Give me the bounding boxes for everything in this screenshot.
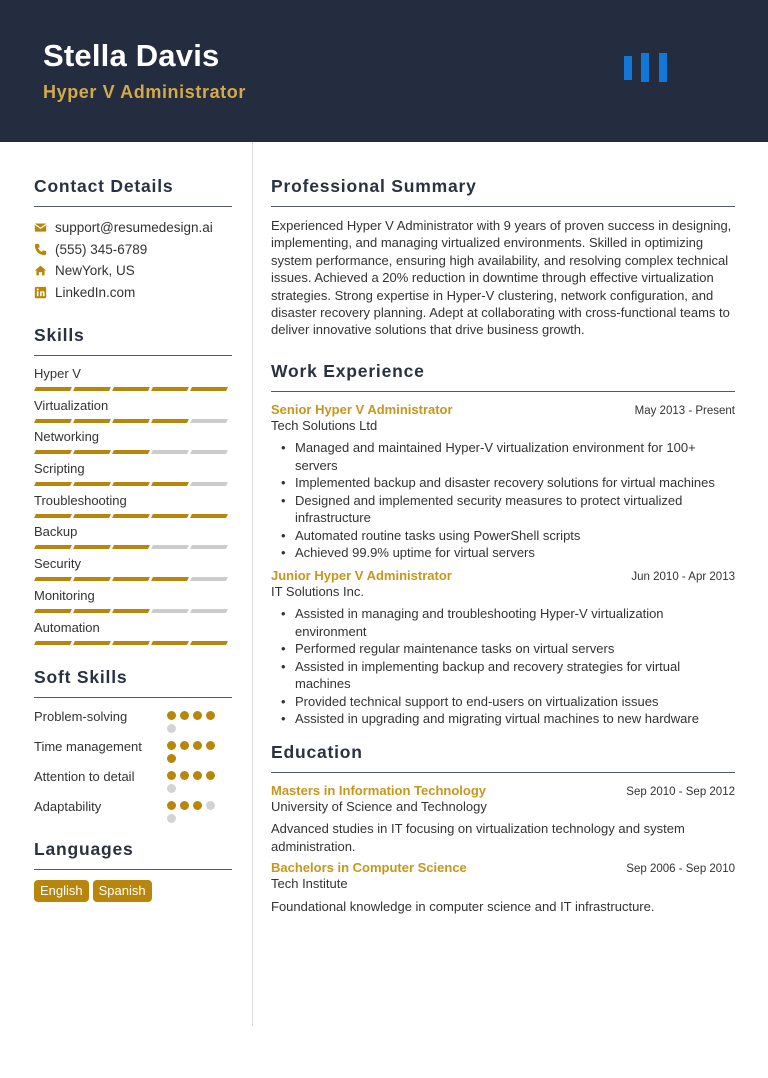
skill-level-segment xyxy=(190,641,228,645)
left-column xyxy=(34,142,232,902)
rating-dot-icon xyxy=(206,771,215,780)
skill-level-segment xyxy=(190,609,228,613)
summary-text: Experienced Hyper V Administrator with 9 years of proven success in designing, implementing, and managing virtualized environments. Skilled in optimizing system performance, ensuring high availability, and resolving complex technical issues. Achieved a 20% reduction in downtime through effective virtualization strategies. Strong expertise in Hyper-V clustering, network configuration, and disaster recovery planning. Adept at collaborating with cross-functional teams to deliver innovative solutions that drive business growth. xyxy=(271,218,732,338)
skill-level-segment xyxy=(34,387,72,391)
skill-level-segment xyxy=(151,514,189,518)
resume-header xyxy=(0,0,768,142)
skill-level-segment xyxy=(151,577,189,581)
language-badge: Spanish xyxy=(93,880,152,902)
bar-logo-icon xyxy=(624,53,668,83)
skill-level-segment xyxy=(73,577,111,581)
contact-email[interactable] xyxy=(34,217,232,239)
education-date: Sep 2006 - Sep 2010 xyxy=(626,863,735,876)
skill-label: Scripting xyxy=(34,461,85,477)
skill-level-segment xyxy=(112,609,150,613)
soft-skill-rating xyxy=(167,738,222,763)
job-bullet: • Designed and implemented security measures to protect virtualized infrastructure xyxy=(295,492,735,527)
soft-skill-rating xyxy=(167,708,222,733)
job-bullet: • Implemented backup and disaster recovery solutions for virtual machines xyxy=(295,474,735,492)
candidate-title: Hyper V Administrator xyxy=(43,82,246,102)
education-description: Foundational knowledge in computer science and IT infrastructure. xyxy=(271,898,655,914)
skill-level-segment xyxy=(112,450,150,454)
skill-item xyxy=(34,493,232,525)
section-heading: Contact Details xyxy=(34,176,232,207)
skill-level-segment xyxy=(151,545,189,549)
home-icon xyxy=(34,264,47,277)
rating-dot-icon xyxy=(206,741,215,750)
education-date: Sep 2010 - Sep 2012 xyxy=(626,785,735,798)
skill-level-segment xyxy=(190,514,228,518)
skill-level-segment xyxy=(112,514,150,518)
soft-skill-item xyxy=(34,738,232,763)
skill-level-bars xyxy=(35,514,232,518)
skill-level-segment xyxy=(112,545,150,549)
skills-list xyxy=(34,366,232,651)
section-heading: Soft Skills xyxy=(34,667,232,698)
skill-level-bars xyxy=(35,545,232,549)
job-bullet: • Provided technical support to end-users on virtualization issues xyxy=(295,693,735,711)
rating-dot-icon xyxy=(193,741,202,750)
contact-text: LinkedIn.com xyxy=(55,284,136,300)
skill-label: Troubleshooting xyxy=(34,492,127,508)
education-entry xyxy=(271,860,735,915)
skill-level-bars xyxy=(35,419,232,423)
section-heading: Skills xyxy=(34,325,232,356)
section-heading: Professional Summary xyxy=(271,176,735,207)
rating-dot-icon xyxy=(206,801,215,810)
skill-level-segment xyxy=(112,387,150,391)
job-bullet: • Achieved 99.9% uptime for virtual servers xyxy=(295,544,735,562)
skill-level-bars xyxy=(35,577,232,581)
rating-dot-icon xyxy=(193,801,202,810)
language-badge: English xyxy=(34,880,89,902)
skill-item xyxy=(34,461,232,493)
skill-level-bars xyxy=(35,450,232,454)
skill-level-segment xyxy=(34,577,72,581)
skill-level-segment xyxy=(73,514,111,518)
skill-level-segment xyxy=(112,641,150,645)
language-badges xyxy=(34,880,232,902)
soft-skill-label: Time management xyxy=(34,739,142,755)
skill-level-segment xyxy=(151,419,189,423)
degree-title: Bachelors in Computer Science xyxy=(271,860,467,876)
rating-dot-icon xyxy=(167,784,176,793)
contact-section xyxy=(34,176,232,303)
job-company: IT Solutions Inc. xyxy=(271,583,364,599)
rating-dot-icon xyxy=(167,814,176,823)
skill-level-segment xyxy=(190,577,228,581)
skill-level-segment xyxy=(151,387,189,391)
skill-level-segment xyxy=(190,419,228,423)
summary-section xyxy=(271,176,735,339)
rating-dot-icon xyxy=(180,711,189,720)
rating-dot-icon xyxy=(206,711,215,720)
rating-dot-icon xyxy=(167,741,176,750)
skill-label: Networking xyxy=(34,429,100,445)
degree-title: Masters in Information Technology xyxy=(271,782,487,798)
soft-skill-label: Adaptability xyxy=(34,799,102,815)
job-bullet: • Performed regular maintenance tasks on virtual servers xyxy=(295,640,735,658)
job-bullets xyxy=(295,605,735,728)
soft-skill-item xyxy=(34,798,232,823)
contact-phone[interactable] xyxy=(34,239,232,261)
skill-level-segment xyxy=(112,482,150,486)
soft-skill-rating xyxy=(167,798,222,823)
column-divider xyxy=(252,142,253,1026)
skill-item xyxy=(34,620,232,652)
skill-level-segment xyxy=(112,577,150,581)
job-entry xyxy=(271,402,735,562)
education-description: Advanced studies in IT focusing on virtualization technology and system administration. xyxy=(271,821,685,854)
skill-level-segment xyxy=(73,387,111,391)
skill-label: Hyper V xyxy=(34,366,81,381)
skill-level-segment xyxy=(112,419,150,423)
job-date: May 2013 - Present xyxy=(634,404,735,417)
skill-label: Security xyxy=(34,556,81,572)
work-section xyxy=(271,361,735,728)
skill-label: Virtualization xyxy=(34,397,109,413)
skill-level-segment xyxy=(190,387,228,391)
school-name: University of Science and Technology xyxy=(271,798,487,814)
candidate-name: Stella Davis xyxy=(43,38,220,73)
skill-item xyxy=(34,429,232,461)
job-title: Junior Hyper V Administrator xyxy=(271,567,452,583)
job-bullet: • Assisted in managing and troubleshooting Hyper-V virtualization environment xyxy=(295,605,735,640)
skill-item xyxy=(34,524,232,556)
soft-skill-label: Problem-solving xyxy=(34,709,128,725)
job-entry xyxy=(271,568,735,728)
soft-skill-label: Attention to detail xyxy=(34,769,135,785)
rating-dot-icon xyxy=(193,711,202,720)
skill-label: Automation xyxy=(34,619,100,635)
skill-level-segment xyxy=(34,514,72,518)
job-bullet: • Managed and maintained Hyper-V virtualization environment for 100+ servers xyxy=(295,439,735,474)
skill-level-segment xyxy=(73,641,111,645)
job-company: Tech Solutions Ltd xyxy=(271,417,378,433)
section-heading: Languages xyxy=(34,839,232,870)
skill-level-segment xyxy=(73,482,111,486)
skill-level-segment xyxy=(34,545,72,549)
section-heading: Work Experience xyxy=(271,361,735,392)
skill-item xyxy=(34,366,232,398)
contact-text: support@resumedesign.ai xyxy=(55,220,213,236)
skill-level-segment xyxy=(151,641,189,645)
skill-level-segment xyxy=(190,545,228,549)
skill-level-segment xyxy=(190,482,228,486)
skill-level-segment xyxy=(73,609,111,613)
rating-dot-icon xyxy=(167,724,176,733)
envelope-icon xyxy=(34,221,47,234)
job-date: Jun 2010 - Apr 2013 xyxy=(631,570,735,583)
rating-dot-icon xyxy=(180,741,189,750)
job-title: Senior Hyper V Administrator xyxy=(271,401,453,417)
contact-text: NewYork, US xyxy=(55,263,135,279)
job-bullet: • Automated routine tasks using PowerShell scripts xyxy=(295,527,735,545)
section-heading: Education xyxy=(271,742,735,773)
rating-dot-icon xyxy=(180,771,189,780)
school-name: Tech Institute xyxy=(271,876,348,892)
rating-dot-icon xyxy=(180,801,189,810)
linkedin-icon xyxy=(34,286,47,299)
job-bullet: • Assisted in implementing backup and recovery strategies for virtual machines xyxy=(295,658,735,693)
skill-level-segment xyxy=(34,641,72,645)
rating-dot-icon xyxy=(167,711,176,720)
soft-skill-item xyxy=(34,708,232,733)
skill-level-segment xyxy=(34,450,72,454)
contact-location xyxy=(34,260,232,282)
skill-level-bars xyxy=(35,641,232,645)
soft-skill-rating xyxy=(167,768,222,793)
skill-level-segment xyxy=(34,482,72,486)
soft-skill-item xyxy=(34,768,232,793)
rating-dot-icon xyxy=(167,801,176,810)
skill-item xyxy=(34,556,232,588)
rating-dot-icon xyxy=(193,771,202,780)
skill-level-segment xyxy=(73,545,111,549)
skill-level-bars xyxy=(35,387,232,391)
skill-level-bars xyxy=(35,609,232,613)
skill-label: Backup xyxy=(34,524,78,540)
education-section xyxy=(271,742,735,916)
skill-item xyxy=(34,588,232,620)
skill-level-segment xyxy=(34,609,72,613)
rating-dot-icon xyxy=(167,754,176,763)
job-bullets xyxy=(295,439,735,562)
right-column xyxy=(271,142,735,920)
contact-text: (555) 345-6789 xyxy=(55,241,148,257)
soft-skills-list xyxy=(34,708,232,823)
contact-linkedin[interactable] xyxy=(34,282,232,304)
skill-level-segment xyxy=(151,482,189,486)
skill-item xyxy=(34,398,232,430)
skill-level-segment xyxy=(34,419,72,423)
skills-section xyxy=(34,325,232,651)
languages-section xyxy=(34,839,232,902)
skill-level-segment xyxy=(151,450,189,454)
skill-label: Monitoring xyxy=(34,587,95,603)
soft-skills-section xyxy=(34,667,232,823)
rating-dot-icon xyxy=(167,771,176,780)
skill-level-segment xyxy=(190,450,228,454)
education-entry xyxy=(271,783,735,856)
skill-level-bars xyxy=(35,482,232,486)
phone-icon xyxy=(34,243,47,256)
skill-level-segment xyxy=(73,419,111,423)
skill-level-segment xyxy=(151,609,189,613)
job-bullet: • Assisted in upgrading and migrating virtual machines to new hardware xyxy=(295,710,735,728)
skill-level-segment xyxy=(73,450,111,454)
